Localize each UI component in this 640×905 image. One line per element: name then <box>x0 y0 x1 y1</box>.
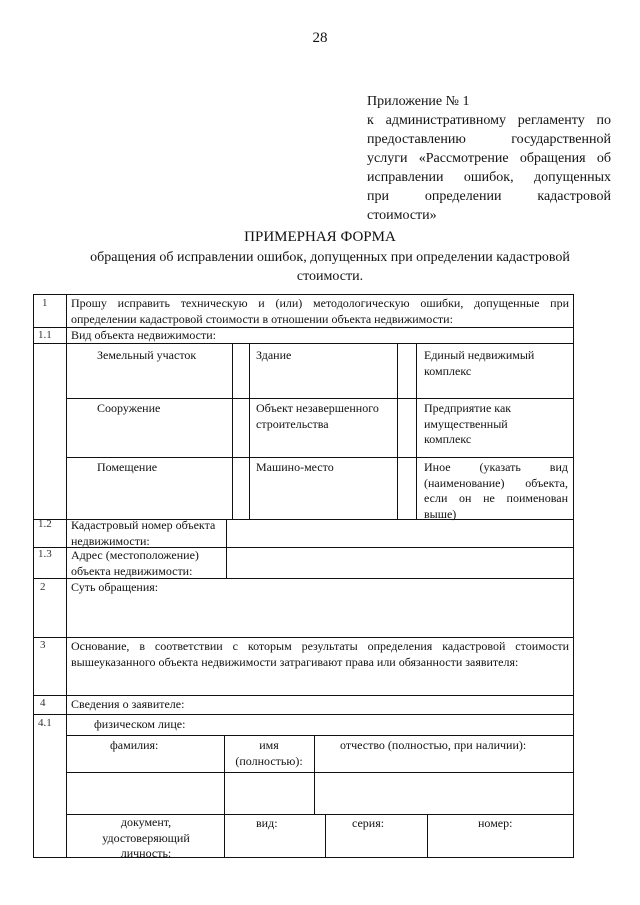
appendix-line: предоставлению государственной <box>367 132 611 147</box>
table-line <box>314 735 315 814</box>
appendix-line: при определении кадастровой <box>367 189 611 204</box>
table-line <box>573 294 574 857</box>
patronymic-label: отчество (полностью, при наличии): <box>340 738 527 752</box>
appendix-line: к административному регламенту по <box>367 113 611 128</box>
row-number: 4.1 <box>38 717 52 729</box>
doc-type-label: вид: <box>256 816 278 830</box>
table-line <box>33 695 574 696</box>
table-line <box>397 343 398 519</box>
table-line <box>249 343 250 519</box>
address-label: Адрес (местоположение) объекта недвижимости: <box>71 548 199 578</box>
table-line <box>224 735 225 857</box>
appendix-line: Приложение № 1 <box>367 94 470 109</box>
option-unfinished-construction: Объект незавершенного строительства <box>256 401 379 431</box>
basis-label: Основание, в соответствии с которым результаты определения кадастровой стоимости вышеуказанного объекта недвижимости затрагивают права или обязанности заявителя: <box>71 639 569 669</box>
option-other: Иное (указать вид (наименование) объекта, если он не поименован выше) <box>424 460 568 521</box>
table-line <box>33 294 34 857</box>
request-essence-label: Суть обращения: <box>71 580 159 594</box>
table-line <box>66 772 574 773</box>
surname-label: фамилия: <box>110 738 159 752</box>
table-line <box>66 735 574 736</box>
row-number: 2 <box>40 581 46 593</box>
table-line <box>226 519 227 578</box>
appendix-line: стоимости» <box>367 208 437 223</box>
row-number: 3 <box>40 639 46 651</box>
object-type-label: Вид объекта недвижимости: <box>71 328 216 342</box>
appendix-line: услуги «Рассмотрение обращения об <box>367 151 611 166</box>
option-building: Здание <box>256 348 292 362</box>
appendix-header <box>367 92 611 225</box>
table-line <box>66 294 67 857</box>
table-line <box>33 294 574 295</box>
row-number: 4 <box>40 697 46 709</box>
request-text: Прошу исправить техническую и (или) методологическую ошибки, допущенные при определении кадастровой стоимости в отношении объекта недвижимости: <box>71 296 569 326</box>
option-parking-place: Машино-место <box>256 460 334 474</box>
table-line <box>66 398 574 399</box>
identity-document-label: документ, удостоверяющий личность: <box>102 815 190 860</box>
name-label: имя (полностью): <box>235 738 303 768</box>
doc-number-label: номер: <box>478 816 513 830</box>
table-line <box>66 457 574 458</box>
table-line <box>416 343 417 519</box>
appendix-line: исправлении ошибок, допущенных <box>367 170 611 185</box>
cadastral-number-label: Кадастровый номер объекта недвижимости: <box>71 518 216 548</box>
individual-label: физическом лице: <box>94 717 186 731</box>
option-unified-complex: Единый недвижимый комплекс <box>424 348 535 378</box>
row-number: 1 <box>42 297 48 309</box>
option-premises: Помещение <box>97 460 158 474</box>
applicant-info-label: Сведения о заявителе: <box>71 697 185 711</box>
table-line <box>33 637 574 638</box>
option-structure: Сооружение <box>97 401 161 415</box>
option-enterprise: Предприятие как имущественный комплекс <box>424 401 512 446</box>
form-subtitle: обращения об исправлении ошибок, допущенных при определении кадастровой стоимости. <box>90 250 570 284</box>
table-line <box>232 343 233 519</box>
row-number: 1.1 <box>38 329 52 341</box>
form-title: ПРИМЕРНАЯ ФОРМА <box>244 229 396 245</box>
page-number: 28 <box>312 30 328 46</box>
row-number: 1.2 <box>38 518 52 530</box>
table-line <box>325 814 326 857</box>
option-land-plot: Земельный участок <box>97 348 197 362</box>
table-line <box>427 814 428 857</box>
doc-series-label: серия: <box>352 816 385 830</box>
table-line <box>33 714 574 715</box>
row-number: 1.3 <box>38 548 52 560</box>
